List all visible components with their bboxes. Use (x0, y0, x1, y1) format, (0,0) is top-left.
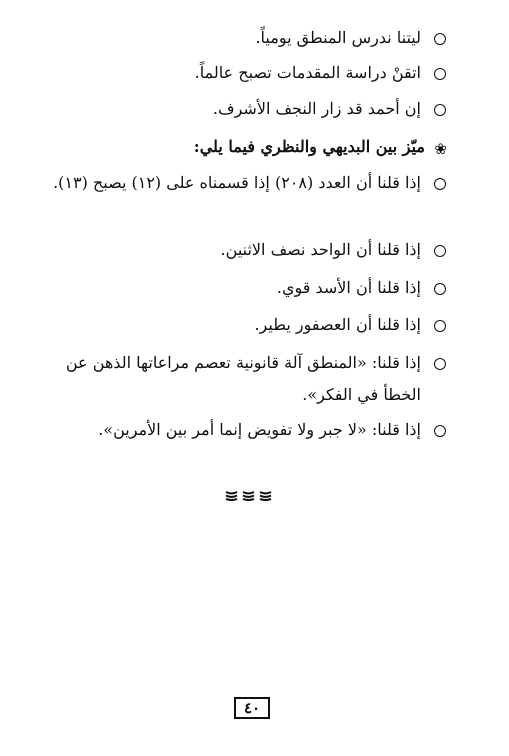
bullet-circle-icon (434, 358, 446, 370)
list-item: ليتنا ندرس المنطق يومياً. (255, 28, 421, 47)
flower-icon: ❀ (434, 140, 447, 158)
bullet-circle-icon (434, 320, 446, 332)
list-item: إذا قلنا: «لا جبر ولا تفويض إنما أمر بين الأمرين». (98, 420, 421, 439)
list-item: إذا قلنا أن العصفور يطير. (254, 315, 421, 334)
bullet-circle-icon (434, 425, 446, 437)
bullet-circle-icon (434, 245, 446, 257)
list-item: إذا قلنا أن الأسد قوي. (276, 278, 421, 297)
section-heading: ميّز بين البديهي والنظري فيما يلي: (193, 137, 425, 156)
list-item: إن أحمد قد زار النجف الأشرف. (212, 99, 421, 118)
list-item: إذا قلنا أن الواحد نصف الاثنين. (220, 240, 421, 259)
ornament-icon (242, 490, 255, 501)
list-item: اتقنْ دراسة المقدمات تصبح عالماً. (194, 63, 421, 82)
list-item: إذا قلنا أن العدد (٢٠٨) إذا قسمناه على (١٢) يصبح (١٣). (53, 173, 421, 192)
list-item: إذا قلنا: «المنطق آلة قانونية تعصم مراعاتها الذهن عن الخطأ في الفكر». (65, 353, 421, 404)
bullet-circle-icon (434, 68, 446, 80)
page-number: ٤٠ (234, 697, 270, 719)
bullet-circle-icon (434, 178, 446, 190)
ornament-icon (259, 490, 272, 501)
ornament-divider (225, 490, 272, 501)
bullet-circle-icon (434, 104, 446, 116)
bullet-circle-icon (434, 33, 446, 45)
ornament-icon (225, 490, 238, 501)
bullet-circle-icon (434, 283, 446, 295)
